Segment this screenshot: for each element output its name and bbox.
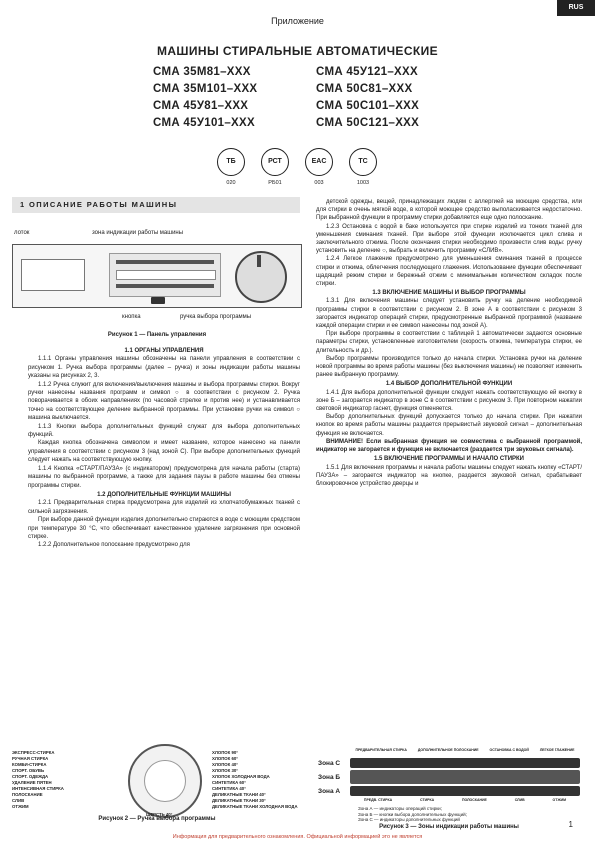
cert-mark-1: [215, 148, 247, 186]
paragraph: 1.4.1 Для выбора дополнительной функции следует нажать соответствующую ей кнопку в зоне Б – загорается индикатор в зоне С в соответствии с рисунком 3. При повторном нажатии световой индикатор гаснет, функция отменяется.: [316, 389, 582, 413]
cert-logo: ТБ: [217, 148, 245, 176]
zone-c-indicators: [350, 758, 580, 768]
knob-pointer: [257, 255, 261, 267]
right-text-column: [316, 198, 582, 488]
cert-logo: РСТ: [261, 148, 289, 176]
page-number: 1: [568, 820, 573, 829]
model-name: СМА 35М101–XXX: [153, 83, 258, 95]
document-title: МАШИНЫ СТИРАЛЬНЫЕ АВТОМАТИЧЕСКИЕ: [156, 44, 439, 58]
display-zone-label: зона индикации работы машины: [92, 230, 184, 236]
zones-legend: [358, 806, 442, 811]
start-pause-button[interactable]: [151, 297, 165, 304]
appendix-label: Приложение: [271, 16, 324, 26]
paragraph: Выбор дополнительных функций допускается только до начала стирки. При нажатии кнопок во время работы машины раздается прерывистый звуковой сигнал – дополнительная функция не включается.: [316, 414, 582, 437]
program-label: ХЛОПОК ХОЛОДНАЯ ВОДА: [212, 774, 270, 779]
heading: 1.2 ДОПОЛНИТЕЛЬНЫЕ ФУНКЦИИ МАШИНЫ: [97, 491, 231, 498]
program-label: КОМБИ-СТИРКА: [12, 762, 47, 767]
paragraph: детской одежды, вещей, принадлежащих людям с аллергией на моющие средства, или для стирки в очень мягкой воде, в которой моющее средство выполаскивается недостаточно. При выбранной функции в программу стирки добавляется еще одно полоскание.: [316, 199, 582, 222]
cert-number: 1003: [356, 180, 370, 186]
models-right: [316, 64, 419, 132]
cert-logo: EAC: [305, 148, 333, 176]
paragraph: Каждая кнопка обозначена символом и имеет название, которое нанесено на панели управления в соответствии с рисунком 3 (над зоной С). При выборе дополнительных функций следует нажать на соответствующую кнопку.: [28, 440, 300, 464]
program-label: СЛИВ: [12, 798, 25, 803]
display-zone: [109, 253, 221, 297]
cert-number: 003: [314, 180, 324, 186]
heading: 1.3 ВКЛЮЧЕНИЕ МАШИНЫ И ВЫБОР ПРОГРАММЫ: [372, 290, 526, 297]
program-knob[interactable]: [235, 251, 287, 303]
function-label: ОСТАНОВКА С ВОДОЙ: [489, 748, 529, 752]
model-name: СМА 50С101–XXX: [316, 100, 420, 112]
heading: 1.4 ВЫБОР ДОПОЛНИТЕЛЬНОЙ ФУНКЦИИ: [385, 381, 513, 388]
disclaimer-footer: Информация для предварительного ознакомления. Официальной информацией это не является: [172, 834, 423, 840]
paragraph: 1.1.4 Кнопка «СТАРТ/ПАУЗА» (с индикатором) предусмотрена для начала работы (старта) машины по выбранной программе, а также для задания паузы в работе машины без отмены программы стирки.: [28, 465, 300, 489]
zone-b-label: Зона Б: [318, 774, 341, 781]
model-name: СМА 35М81–XXX: [153, 66, 251, 78]
model-name: СМА 50С81–XXX: [316, 83, 413, 95]
program-label: ДЕЛИКАТНЫЕ ТКАНИ 40°: [212, 792, 266, 797]
paragraph: 1.1.2 Ручка служит для включения/выключения машины и выбора программы стирки. Вокруг ручки нанесены названия программ и символ ○ в соответствии с рисунком 2. Ручка поворачивается в обоих направлениях (по часовой стрелке и против нее) и устанавливается точно на соответствующее деление выбранной программы. При установке ручки на символ ○ машина выключается.: [28, 381, 300, 422]
paragraph: 1.3.1 Для включения машины следует установить ручку на деление необходимой программы стирки в соответствии с рисунком 2. В зоне А в соответствии с рисунком 3 загорается индикатор операций стирки, предусмотренные выбранной программой (название каждой операции стирки и ее символ нанесены под зоной А).: [316, 298, 582, 330]
program-label: СПОРТ. ОБУВЬ: [12, 768, 45, 773]
knob-figure: [12, 750, 302, 817]
operation-label: СЛИВ: [514, 798, 525, 802]
left-text-column: [28, 346, 300, 550]
zone-c-label: Зона С: [318, 760, 341, 767]
operation-label: ОТЖИМ: [552, 798, 567, 802]
program-label: ХЛОПОК 90°: [212, 750, 238, 755]
operation-label: ПРЕДВ. СТИРКА: [363, 798, 393, 802]
figure3-caption: Рисунок 3 — Зоны индикации работы машины: [379, 824, 519, 830]
program-label: СИНТЕТИКА 60°: [212, 780, 246, 785]
paragraph: При выборе данной функции изделия дополнительно стираются в воде с моющим средством при температуре 30 °С, что обеспечивает качественное удаление загрязнения при основной стирке.: [28, 517, 300, 540]
zones-legend-rest: [358, 812, 467, 822]
model-name: СМА 50С121–XXX: [316, 117, 420, 129]
zone-c-labels: [350, 748, 580, 758]
legend-item: Зона А — индикаторы операций стирки;: [358, 806, 442, 811]
cert-mark-2: [259, 148, 291, 186]
paragraph: 1.1.1 Органы управления машины обозначены на панели управления в соответствии с рисунком 1. Ручка выбора программы (далее – ручка) и зоны индикации работы машины указаны на рисунках 2, 3.: [28, 356, 300, 380]
function-label: ДОПОЛНИТЕЛЬНОЕ ПОЛОСКАНИЕ: [417, 748, 479, 752]
language-tab: RUS: [557, 0, 595, 16]
program-label: РУЧНАЯ СТИРКА: [12, 756, 49, 761]
button-label: кнопка: [122, 314, 141, 320]
indicator-row: [116, 260, 214, 264]
knob-label: ручка выбора программы: [180, 314, 252, 320]
function-label: ПРЕДВАРИТЕЛЬНАЯ СТИРКА: [355, 748, 407, 752]
figure1-caption: Рисунок 1 — Панель управления: [107, 332, 207, 338]
control-panel-figure: [12, 230, 302, 328]
program-label: СИНТЕТИКА 40°: [212, 786, 246, 791]
control-panel: [12, 244, 302, 308]
program-label: ПОЛОСКАНИЕ: [12, 792, 43, 797]
figure2-caption: Рисунок 2 — Ручка выбора программы: [98, 816, 216, 822]
zone-a-labels: [350, 798, 580, 806]
model-name: СМА 45У81–XXX: [153, 100, 249, 112]
section-header: [12, 197, 300, 213]
cert-mark-3: [303, 148, 335, 186]
program-label: УДАЛЕНИЕ ПЯТЕН: [12, 780, 52, 785]
indicator-row: [116, 284, 214, 288]
zones-figure: [318, 748, 580, 814]
paragraph: 1.1.3 Кнопки выбора дополнительных функций служат для выбора дополнительных функций.: [28, 423, 300, 439]
cert-number: 020: [226, 180, 236, 186]
paragraph: Выбор программы производится только до начала стирки. Установка ручки на деление новой программы во время работы машины (без выключения машины) не позволяет изменить ранее выбранную программу.: [316, 355, 582, 379]
heading: 1.1 ОРГАНЫ УПРАВЛЕНИЯ: [124, 348, 204, 354]
section-title: 1 ОПИСАНИЕ РАБОТЫ МАШИНЫ: [20, 200, 178, 209]
paragraph: 1.2.4 Легкое глажение предусмотрено для уменьшения сминания тканей в процессе стирки и отжима, облегчения последующего глажения. Использование функции обеспечивает щадящий режим стирки и бережный отжим с минимальным количеством складок после стирки.: [316, 256, 582, 288]
model-name: СМА 45У101–XXX: [153, 117, 255, 129]
program-label: ИНТЕНСИВНАЯ СТИРКА: [12, 786, 64, 791]
warning: ВНИМАНИЕ! Если выбранная функция не совместима с выбранной программой, индикатор не загорается и функция не включается (раздается три звуковых сигнала).: [316, 438, 582, 454]
tray-label: лоток: [14, 230, 30, 236]
program-label: ЭКСПРЕСС-СТИРКА: [12, 750, 55, 755]
paragraph: 1.2.2 Дополнительное полоскание предусмотрено для: [38, 542, 190, 549]
zone-b-buttons[interactable]: [350, 770, 580, 784]
program-label: ХЛОПОК 40°: [212, 762, 238, 767]
certification-marks: [215, 148, 385, 188]
model-name: СМА 45У121–XXX: [316, 66, 418, 78]
program-label: ХЛОПОК 30°: [212, 768, 238, 773]
program-label: ДЕЛИКАТНЫЕ ТКАНИ ХОЛОДНАЯ ВОДА: [212, 804, 298, 809]
cert-mark-4: [347, 148, 379, 186]
dial-center: [144, 760, 186, 802]
program-label: ДЕЛИКАТНЫЕ ТКАНИ 30°: [212, 798, 266, 803]
cert-logo: ТС: [349, 148, 377, 176]
program-label: ХЛОПОК 60°: [212, 756, 238, 761]
legend-item: Зона Б — кнопки выбора дополнительных функций;: [358, 812, 467, 817]
paragraph: 1.5.1 Для включения программы и начала работы машины следует нажать кнопку «СТАРТ/ПАУЗА» – загорается индикатор на кнопке, раздается звуковой сигнал, срабатывает блокировочное устройство дверцы и: [316, 464, 582, 487]
function-label: ЛЕГКОЕ ГЛАЖЕНИЕ: [539, 748, 575, 752]
paragraph: 1.2.1 Предварительная стирка предусмотрена для изделий из хлопчатобумажных тканей с сильной загрязнения.: [28, 500, 300, 515]
detergent-tray[interactable]: [21, 259, 85, 291]
program-dial[interactable]: [128, 744, 202, 818]
program-label: ШЕРСТЬ 40°: [146, 812, 173, 817]
models-left: [153, 64, 257, 132]
button-row[interactable]: [116, 270, 216, 280]
program-label: ОТЖИМ: [12, 804, 29, 809]
legend-item: Зона С — индикаторы дополнительных функций: [358, 817, 460, 822]
paragraph: 1.2.3 Остановка с водой в баке используется при стирке изделий из тонких тканей для уменьшения сминания тканей. При выборе этой функции исключается цикл слива и заключительного отжима. После окончания стирки необходимо произвести слив воды: ручку установить на деление ○, выбрать и включить программу «СЛИВ».: [316, 223, 582, 255]
zone-a-indicators: [350, 786, 580, 796]
operation-label: СТИРКА: [420, 798, 435, 802]
paragraph: При выборе программы в соответствии с таблицей 1 автоматически задаются основные параметры стирки, установленные изготовителем (скорость отжима, температура стирки, ее длительность и др.).: [316, 331, 582, 354]
zone-a-label: Зона А: [318, 788, 341, 795]
program-label: СПОРТ. ОДЕЖДА: [12, 774, 49, 779]
heading: 1.5 ВКЛЮЧЕНИЕ ПРОГРАММЫ И НАЧАЛО СТИРКИ: [374, 456, 524, 463]
operation-label: ПОЛОСКАНИЕ: [461, 798, 487, 802]
cert-number: РБ01: [268, 180, 282, 186]
